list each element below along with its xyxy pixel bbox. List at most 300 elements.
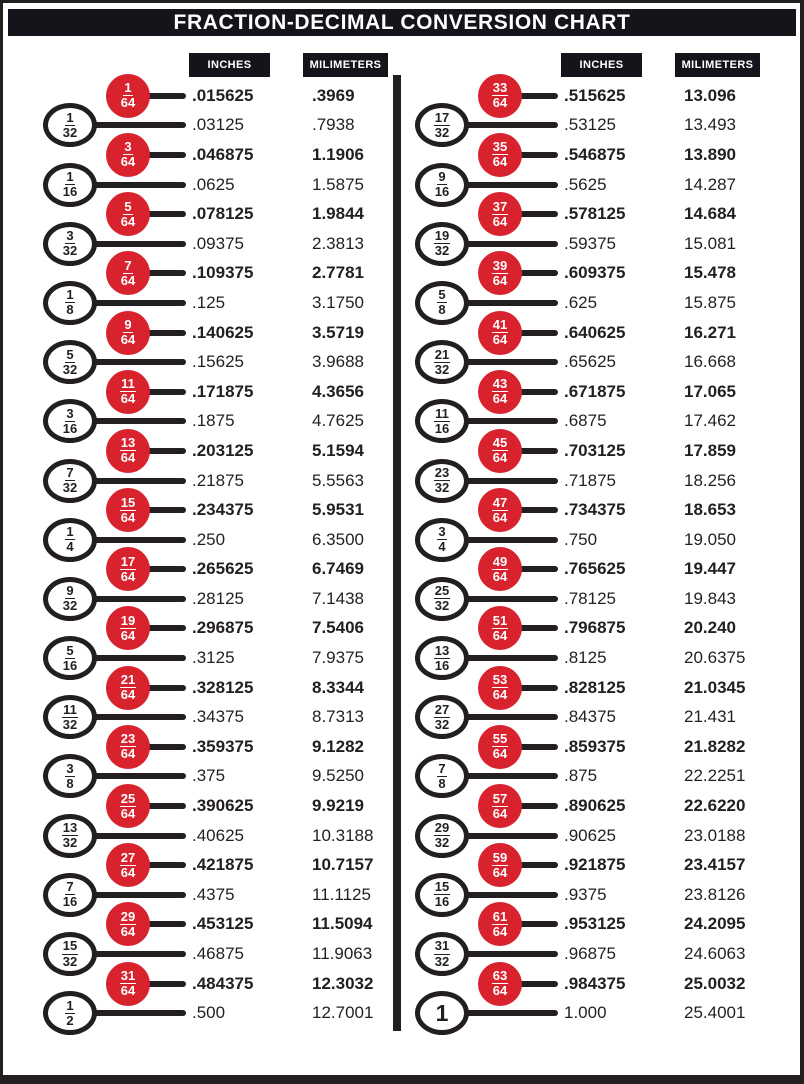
fraction-denominator: 16 [434, 657, 450, 673]
mm-value: 13.096 [684, 85, 736, 105]
fraction-badge [106, 902, 150, 946]
mm-value: 16.271 [684, 322, 736, 342]
fraction-badge [478, 962, 522, 1006]
fraction-badge [478, 251, 522, 295]
fraction-numerator: 3 [438, 524, 446, 540]
fraction-denominator: 16 [434, 420, 450, 436]
fraction [437, 762, 446, 791]
fraction-numerator: 51 [492, 612, 508, 628]
fraction-badge [478, 133, 522, 177]
fraction-badge [106, 192, 150, 236]
conversion-row [3, 821, 395, 851]
fraction-denominator: 64 [492, 272, 508, 288]
fraction-numerator: 13 [62, 820, 78, 836]
fraction-badge [478, 784, 522, 828]
conversion-row [375, 347, 767, 377]
fraction-badge [106, 962, 150, 1006]
inches-value: .515625 [564, 85, 626, 105]
fraction-badge [415, 991, 469, 1035]
fraction-badge [415, 222, 469, 266]
title-bar [8, 9, 796, 36]
fraction-badge [43, 577, 97, 621]
inches-value: .890625 [564, 796, 626, 816]
mm-value: 21.0345 [684, 677, 746, 697]
mm-value: 14.287 [684, 174, 736, 194]
conversion-row [3, 111, 395, 141]
fraction-badge [106, 547, 150, 591]
fraction-numerator: 41 [492, 317, 508, 333]
fraction [434, 111, 450, 140]
fraction [437, 288, 446, 317]
fraction-badge [415, 636, 469, 680]
fraction-denominator: 64 [492, 391, 508, 407]
fraction-badge [478, 488, 522, 532]
fraction [492, 496, 508, 525]
fraction-badge [478, 725, 522, 769]
fraction-numerator: 5 [66, 642, 74, 658]
mm-value: 19.843 [684, 588, 736, 608]
fraction-denominator: 64 [492, 95, 508, 111]
fraction-denominator: 64 [120, 687, 136, 703]
fraction-numerator: 49 [492, 553, 508, 569]
fraction [492, 436, 508, 465]
fraction-denominator: 32 [434, 124, 450, 140]
fraction-numerator: 57 [492, 790, 508, 806]
fraction-numerator: 3 [66, 405, 74, 421]
fraction-numerator: 31 [120, 968, 136, 984]
fraction-numerator: 45 [492, 435, 508, 451]
inches-value: .859375 [564, 736, 626, 756]
fraction-denominator: 64 [120, 391, 136, 407]
fraction-denominator: 64 [492, 332, 508, 348]
fraction-badge [415, 518, 469, 562]
inches-value: .96875 [564, 944, 616, 964]
mm-value: 19.050 [684, 529, 736, 549]
inches-value: .640625 [564, 322, 626, 342]
fraction [437, 525, 446, 554]
fraction-numerator: 19 [434, 228, 450, 244]
fraction [63, 348, 77, 377]
fraction-badge [43, 873, 97, 917]
fraction-numerator: 11 [121, 376, 135, 392]
fraction-badge [478, 192, 522, 236]
fraction-numerator: 1 [66, 287, 74, 303]
conversion-row [3, 407, 395, 437]
conversion-row [375, 939, 767, 969]
inches-value: .84375 [564, 707, 616, 727]
fraction [492, 377, 508, 406]
conversion-row [3, 702, 395, 732]
fraction [63, 584, 77, 613]
fraction-denominator: 32 [434, 361, 450, 377]
mm-value: 4.3656 [312, 381, 364, 401]
conversion-row [375, 880, 767, 910]
inches-value: .03125 [192, 115, 244, 135]
fraction-badge [43, 932, 97, 976]
fraction-numerator: 35 [492, 139, 508, 155]
fraction-denominator: 64 [492, 983, 508, 999]
fraction-denominator: 32 [434, 243, 450, 259]
column-header-inches-left: INCHES [189, 53, 270, 77]
conversion-row [375, 762, 767, 792]
mm-value: 23.8126 [684, 884, 746, 904]
column-header-millimeters-right: MILIMETERS [675, 53, 760, 77]
fraction-badge [478, 666, 522, 710]
fraction-numerator: 29 [434, 820, 450, 836]
fraction-numerator: 9 [438, 169, 446, 185]
fraction [65, 762, 74, 791]
right-column [375, 81, 767, 1028]
mm-value: 11.9063 [312, 944, 373, 964]
fraction-denominator: 64 [120, 272, 136, 288]
inches-value: .53125 [564, 115, 616, 135]
mm-value: 11.5094 [312, 914, 373, 934]
fraction-numerator: 47 [492, 494, 508, 510]
fraction [121, 81, 135, 110]
fraction-denominator: 64 [492, 568, 508, 584]
inches-value: .015625 [192, 85, 254, 105]
fraction-numerator: 29 [120, 908, 136, 924]
fraction-badge [43, 695, 97, 739]
fraction-badge [415, 932, 469, 976]
fraction-denominator: 64 [120, 923, 136, 939]
fraction-numerator: 31 [434, 938, 450, 954]
fraction-badge [43, 754, 97, 798]
fraction [63, 466, 77, 495]
fraction-denominator: 64 [120, 983, 136, 999]
fraction-badge [106, 725, 150, 769]
conversion-row [375, 643, 767, 673]
fraction [434, 348, 450, 377]
mm-value: 12.7001 [312, 1003, 374, 1023]
fraction-denominator: 64 [492, 923, 508, 939]
fraction-numerator: 7 [124, 257, 132, 273]
fraction [434, 407, 450, 436]
mm-value: 22.6220 [684, 796, 746, 816]
fraction-badge [415, 814, 469, 858]
mm-value: 24.6063 [684, 944, 746, 964]
fraction-numerator: 3 [66, 228, 74, 244]
inches-value: .90625 [564, 825, 616, 845]
fraction-badge [43, 222, 97, 266]
conversion-row [375, 998, 767, 1028]
fraction-denominator: 32 [62, 835, 78, 851]
fraction [492, 555, 508, 584]
mm-value: 14.684 [684, 204, 736, 224]
fraction-denominator: 64 [120, 213, 136, 229]
fraction-denominator: 32 [62, 124, 78, 140]
fraction [62, 939, 78, 968]
inches-value: .671875 [564, 381, 626, 401]
fraction-numerator: 37 [492, 198, 508, 214]
fraction-numerator: 53 [492, 672, 508, 688]
inches-value: .421875 [192, 855, 254, 875]
fraction [121, 318, 135, 347]
fraction [121, 259, 135, 288]
fraction-badge [415, 754, 469, 798]
fraction-badge [106, 133, 150, 177]
fraction-denominator: 32 [62, 480, 78, 496]
fraction [492, 200, 508, 229]
mm-value: 5.1594 [312, 440, 364, 460]
fraction-denominator: 32 [62, 716, 78, 732]
fraction-denominator: 32 [62, 598, 78, 614]
conversion-row [375, 229, 767, 259]
mm-value: 1.5875 [312, 174, 364, 194]
fraction [492, 259, 508, 288]
fraction [65, 999, 74, 1028]
fraction-denominator: 64 [120, 154, 136, 170]
fraction-denominator: 16 [62, 657, 78, 673]
fraction [120, 377, 136, 406]
fraction-numerator: 19 [120, 612, 136, 628]
inches-value: .734375 [564, 500, 626, 520]
mm-value: 25.4001 [684, 1003, 746, 1023]
fraction-denominator: 64 [120, 450, 136, 466]
fraction-numerator: 55 [492, 731, 508, 747]
fraction-numerator: 9 [124, 317, 132, 333]
conversion-row [375, 170, 767, 200]
mm-value: 23.4157 [684, 855, 746, 875]
fraction [62, 703, 78, 732]
fraction [120, 969, 136, 998]
inches-value: .828125 [564, 677, 626, 697]
fraction-numerator: 23 [120, 731, 136, 747]
fraction-badge [478, 606, 522, 650]
fraction-numerator: 7 [438, 760, 446, 776]
fraction-badge [478, 902, 522, 946]
fraction [63, 170, 77, 199]
fraction [120, 614, 136, 643]
inches-value: .265625 [192, 559, 254, 579]
inches-value: .875 [564, 766, 598, 786]
inches-value: .0625 [192, 174, 235, 194]
fraction [63, 111, 77, 140]
fraction-numerator: 61 [492, 908, 508, 924]
fraction [120, 732, 136, 761]
fraction-badge [43, 399, 97, 443]
mm-value: 8.7313 [312, 707, 364, 727]
fraction-denominator: 64 [120, 95, 136, 111]
conversion-row [3, 525, 395, 555]
mm-value: 7.5406 [312, 618, 364, 638]
fraction-numerator: 7 [66, 879, 74, 895]
conversion-row [375, 702, 767, 732]
fraction-badge [478, 547, 522, 591]
fraction-badge [43, 991, 97, 1035]
fraction [120, 496, 136, 525]
inches-value: .78125 [564, 588, 616, 608]
conversion-row [3, 584, 395, 614]
fraction-badge [106, 606, 150, 650]
fraction-badge [478, 311, 522, 355]
fraction-numerator: 1 [66, 524, 74, 540]
mm-value: 10.3188 [312, 825, 374, 845]
fraction-badge [106, 370, 150, 414]
fraction-numerator: 63 [492, 968, 508, 984]
fraction-numerator: 7 [66, 464, 74, 480]
mm-value: 18.653 [684, 500, 736, 520]
inches-value: .9375 [564, 884, 607, 904]
mm-value: 12.3032 [312, 973, 374, 993]
inches-value: .71875 [564, 470, 616, 490]
fraction-denominator: 16 [62, 420, 78, 436]
conversion-row [3, 466, 395, 496]
inches-value: .546875 [564, 144, 626, 164]
fraction [492, 732, 508, 761]
inches-value: .59375 [564, 233, 616, 253]
fraction-denominator: 64 [492, 746, 508, 762]
fraction-denominator: 64 [120, 627, 136, 643]
fraction-denominator: 64 [120, 568, 136, 584]
conversion-row [3, 347, 395, 377]
mm-value: 10.7157 [312, 855, 374, 875]
fraction-numerator: 11 [435, 405, 449, 421]
conversion-row [375, 407, 767, 437]
inches-value: .203125 [192, 440, 254, 460]
inches-value: .234375 [192, 500, 254, 520]
mm-value: 2.3813 [312, 233, 364, 253]
inches-value: .484375 [192, 973, 254, 993]
inches-value: 1.000 [564, 1003, 607, 1023]
mm-value: 11.1125 [312, 884, 371, 904]
mm-value: 22.2251 [684, 766, 746, 786]
conversion-row [3, 762, 395, 792]
mm-value: 3.1750 [312, 292, 364, 312]
fraction [434, 880, 450, 909]
fraction [492, 318, 508, 347]
inches-value: .125 [192, 292, 226, 312]
fraction-denominator: 64 [492, 687, 508, 703]
inches-value: .09375 [192, 233, 244, 253]
mm-value: 15.478 [684, 263, 736, 283]
fraction-numerator: 33 [492, 80, 508, 96]
mm-value: 15.875 [684, 292, 736, 312]
fraction-denominator: 2 [66, 1012, 74, 1028]
fraction-denominator: 16 [434, 894, 450, 910]
fraction-denominator: 16 [62, 184, 78, 200]
inches-value: .375 [192, 766, 226, 786]
mm-value: 20.6375 [684, 648, 746, 668]
fraction-badge [106, 311, 150, 355]
conversion-row [3, 170, 395, 200]
fraction-denominator: 4 [438, 539, 446, 555]
fraction-badge [106, 251, 150, 295]
fraction [434, 821, 450, 850]
fraction-numerator: 3 [66, 760, 74, 776]
inches-value: .250 [192, 529, 226, 549]
fraction-badge [43, 103, 97, 147]
fraction-badge [43, 636, 97, 680]
fraction [434, 644, 450, 673]
conversion-row [3, 288, 395, 318]
fraction-denominator: 32 [62, 361, 78, 377]
mm-value: 9.9219 [312, 796, 364, 816]
fraction-denominator: 8 [438, 302, 446, 318]
inches-value: .171875 [192, 381, 254, 401]
fraction-badge [478, 370, 522, 414]
fraction-numerator: 1 [66, 997, 74, 1013]
mm-value: 2.7781 [312, 263, 364, 283]
fraction-badge [43, 518, 97, 562]
inches-value: .953125 [564, 914, 626, 934]
fraction-denominator: 32 [434, 716, 450, 732]
fraction-badge [415, 459, 469, 503]
fraction [65, 525, 74, 554]
mm-value: 21.431 [684, 707, 736, 727]
conversion-row [3, 643, 395, 673]
inches-value: .34375 [192, 707, 244, 727]
fraction-denominator: 64 [120, 746, 136, 762]
fraction-badge [415, 577, 469, 621]
fraction-denominator: 32 [434, 953, 450, 969]
mm-value: 9.1282 [312, 736, 364, 756]
fraction-denominator: 64 [120, 509, 136, 525]
fraction-denominator: 64 [120, 864, 136, 880]
fraction-badge [106, 666, 150, 710]
inches-value: .296875 [192, 618, 254, 638]
conversion-row [375, 584, 767, 614]
inches-value: .765625 [564, 559, 626, 579]
fraction [492, 614, 508, 643]
conversion-row [3, 939, 395, 969]
fraction-numerator: 25 [434, 583, 450, 599]
fraction-numerator: 39 [492, 257, 508, 273]
fraction-badge [415, 873, 469, 917]
fraction [63, 407, 77, 436]
fraction-numerator: 5 [124, 198, 132, 214]
fraction-denominator: 16 [62, 894, 78, 910]
column-header-millimeters-left: MILIMETERS [303, 53, 388, 77]
fraction-numerator: 27 [434, 701, 450, 717]
fraction-badge [106, 74, 150, 118]
fraction-numerator: 21 [120, 672, 136, 688]
mm-value: 5.5563 [312, 470, 364, 490]
fraction-denominator: 8 [438, 775, 446, 791]
fraction-denominator: 16 [434, 184, 450, 200]
fraction-denominator: 64 [492, 627, 508, 643]
mm-value: 21.8282 [684, 736, 746, 756]
fraction-denominator: 32 [62, 243, 78, 259]
fraction-badge [43, 459, 97, 503]
mm-value: .3969 [312, 85, 355, 105]
inches-value: .140625 [192, 322, 254, 342]
fraction-denominator: 64 [492, 213, 508, 229]
fraction-badge [415, 163, 469, 207]
inches-value: .1875 [192, 411, 235, 431]
conversion-row [3, 880, 395, 910]
conversion-row [3, 998, 395, 1028]
inches-value: .609375 [564, 263, 626, 283]
left-column [3, 81, 395, 1028]
inches-value: .796875 [564, 618, 626, 638]
fraction-numerator: 1 [66, 169, 74, 185]
inches-value: .15625 [192, 352, 244, 372]
mm-value: 3.9688 [312, 352, 364, 372]
page-title: FRACTION-DECIMAL CONVERSION CHART [173, 10, 631, 34]
fraction [121, 200, 135, 229]
fraction [120, 851, 136, 880]
fraction [492, 81, 508, 110]
inches-value: .921875 [564, 855, 626, 875]
fraction-denominator: 64 [492, 509, 508, 525]
fraction-badge [478, 429, 522, 473]
fraction-numerator: 15 [62, 938, 78, 954]
fraction [492, 792, 508, 821]
conversion-row [375, 111, 767, 141]
inches-value: .65625 [564, 352, 616, 372]
inches-value: .625 [564, 292, 598, 312]
